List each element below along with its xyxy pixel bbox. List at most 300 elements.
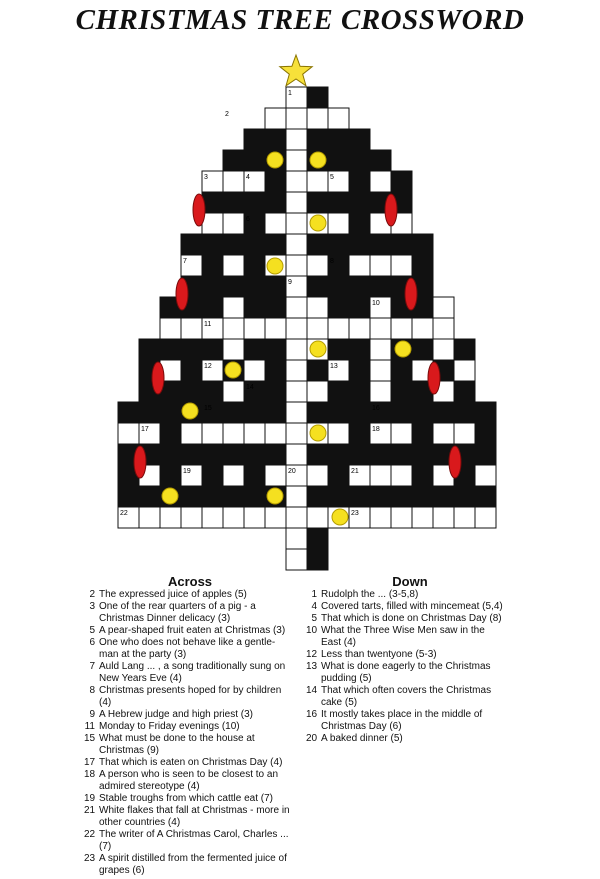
across-clue-text: What must be done to the house at Christmas (9) <box>99 733 255 756</box>
block-cell <box>244 192 265 213</box>
block-cell <box>223 192 244 213</box>
grid-cell <box>286 507 307 528</box>
across-clue <box>84 805 294 829</box>
block-cell <box>391 444 412 465</box>
grid-cell <box>370 339 391 360</box>
grid-number: 22 <box>120 510 128 517</box>
grid-cell <box>265 507 286 528</box>
down-clue-text: What is done eagerly to the Christmas pudding (5) <box>321 661 491 684</box>
block-cell <box>265 297 286 318</box>
grid-cell <box>244 360 265 381</box>
yellow-ornament-icon <box>332 509 348 525</box>
grid-number: 4 <box>246 174 250 181</box>
grid-number: 1 <box>288 90 292 97</box>
across-clue-text: The writer of A Christmas Carol, Charles ... (7) <box>99 829 289 852</box>
block-cell <box>223 276 244 297</box>
block-cell <box>349 444 370 465</box>
grid-cell <box>202 507 223 528</box>
block-cell <box>412 486 433 507</box>
grid-cell <box>286 234 307 255</box>
block-cell <box>265 234 286 255</box>
across-clue <box>84 589 294 601</box>
block-cell <box>265 444 286 465</box>
block-cell <box>328 234 349 255</box>
grid-cell <box>307 297 328 318</box>
grid-cell <box>286 171 307 192</box>
grid-number: 20 <box>288 468 296 475</box>
block-cell <box>223 486 244 507</box>
block-cell <box>412 234 433 255</box>
block-cell <box>307 192 328 213</box>
down-clue-number: 1 <box>311 589 317 600</box>
across-clue-number: 21 <box>84 805 96 816</box>
grid-cell <box>244 423 265 444</box>
block-cell <box>475 486 496 507</box>
block-cell <box>328 339 349 360</box>
grid-cell <box>433 423 454 444</box>
block-cell <box>328 129 349 150</box>
grid-cell <box>328 108 349 129</box>
yellow-ornament-icon <box>310 215 326 231</box>
block-cell <box>412 255 433 276</box>
block-cell <box>265 360 286 381</box>
grid-number: 9 <box>288 279 292 286</box>
block-cell <box>265 192 286 213</box>
across-clue-text: One who does not behave like a gentle-man at the party (3) <box>99 637 276 660</box>
block-cell <box>328 297 349 318</box>
block-cell <box>118 486 139 507</box>
grid-cell <box>223 507 244 528</box>
block-cell <box>349 297 370 318</box>
block-cell <box>181 360 202 381</box>
across-clue-number: 6 <box>89 637 95 648</box>
across-clue <box>84 793 294 805</box>
block-cell <box>370 234 391 255</box>
block-cell <box>391 171 412 192</box>
grid-cell <box>454 360 475 381</box>
across-clue <box>84 769 294 793</box>
block-cell <box>181 381 202 402</box>
grid-cell <box>391 423 412 444</box>
block-cell <box>307 360 328 381</box>
grid-cell <box>328 423 349 444</box>
across-clue-number: 5 <box>89 625 95 636</box>
grid-cell <box>286 318 307 339</box>
yellow-ornament-icon <box>162 488 178 504</box>
grid-cell <box>433 507 454 528</box>
across-clue-text: A person who is seen to be closest to an admired stereotype (4) <box>99 769 278 792</box>
block-cell <box>139 402 160 423</box>
grid-cell <box>181 318 202 339</box>
yellow-ornament-icon <box>267 258 283 274</box>
across-clue-text: Auld Lang ... , a song traditionally sung on New Years Eve (4) <box>99 661 286 684</box>
block-cell <box>139 486 160 507</box>
across-clue <box>84 625 294 637</box>
block-cell <box>370 444 391 465</box>
across-clue-number: 11 <box>84 721 95 732</box>
grid-cell <box>286 213 307 234</box>
block-cell <box>244 444 265 465</box>
across-clue-text: A pear-shaped fruit eaten at Christmas (3) <box>99 625 286 636</box>
block-cell <box>349 234 370 255</box>
grid-cell <box>160 507 181 528</box>
down-clue-number: 5 <box>311 613 317 624</box>
down-clue <box>306 733 506 745</box>
block-cell <box>412 465 433 486</box>
block-cell <box>349 360 370 381</box>
grid-cell <box>223 381 244 402</box>
grid-cell <box>328 318 349 339</box>
block-cell <box>244 276 265 297</box>
across-clue-text: A spirit distilled from the fermented juice of grapes (6) <box>99 853 287 876</box>
block-cell <box>307 129 328 150</box>
grid-number: 15 <box>204 405 212 412</box>
block-cell <box>307 402 328 423</box>
block-cell <box>244 402 265 423</box>
grid-cell <box>286 108 307 129</box>
grid-number: 11 <box>204 321 212 328</box>
block-cell <box>139 339 160 360</box>
grid-cell <box>265 213 286 234</box>
block-cell <box>181 444 202 465</box>
grid-cell <box>475 465 496 486</box>
block-cell <box>454 339 475 360</box>
down-clue-number: 16 <box>306 709 318 720</box>
red-ornament-icon <box>449 446 461 478</box>
block-cell <box>475 402 496 423</box>
grid-cell <box>223 297 244 318</box>
block-cell <box>370 486 391 507</box>
grid-cell <box>475 507 496 528</box>
across-clue-number: 8 <box>89 685 95 696</box>
grid-number: 19 <box>183 468 191 475</box>
yellow-ornament-icon <box>182 403 198 419</box>
grid-cell <box>286 129 307 150</box>
across-clue-number: 19 <box>84 793 96 804</box>
grid-cell <box>286 444 307 465</box>
block-cell <box>391 381 412 402</box>
yellow-ornament-icon <box>267 152 283 168</box>
across-heading: Across <box>167 574 213 589</box>
red-ornament-icon <box>176 278 188 310</box>
block-cell <box>349 486 370 507</box>
across-clue-text: Monday to Friday evenings (10) <box>99 721 240 732</box>
down-heading: Down <box>392 574 428 589</box>
grid-cell <box>244 507 265 528</box>
block-cell <box>433 402 454 423</box>
block-cell <box>391 360 412 381</box>
down-clue-number: 12 <box>306 649 318 660</box>
down-clue <box>306 601 506 613</box>
block-cell <box>244 129 265 150</box>
down-clue-number: 13 <box>306 661 318 672</box>
yellow-ornament-icon <box>267 488 283 504</box>
down-clue-text: That which often covers the Christmas cake (5) <box>321 685 492 708</box>
grid-cell <box>349 255 370 276</box>
grid-number: 6 <box>246 216 250 223</box>
across-clue <box>84 637 294 661</box>
grid-cell <box>370 255 391 276</box>
block-cell <box>202 234 223 255</box>
grid-number: 5 <box>330 174 334 181</box>
across-clue-text: The expressed juice of apples (5) <box>99 589 247 600</box>
down-clue-number: 10 <box>306 625 318 636</box>
block-cell <box>223 402 244 423</box>
across-clue-number: 17 <box>84 757 96 768</box>
block-cell <box>349 171 370 192</box>
grid-cell <box>202 213 223 234</box>
grid-cell <box>307 507 328 528</box>
down-clue-number: 14 <box>306 685 318 696</box>
grid-number: 3 <box>204 174 208 181</box>
yellow-ornament-icon <box>310 341 326 357</box>
grid-cell <box>307 255 328 276</box>
across-clue-text: Stable troughs from which cattle eat (7) <box>99 793 273 804</box>
block-cell <box>244 150 265 171</box>
block-cell <box>223 444 244 465</box>
down-clue <box>306 661 506 685</box>
down-clue <box>306 709 506 733</box>
block-cell <box>349 192 370 213</box>
block-cell <box>223 150 244 171</box>
block-cell <box>349 423 370 444</box>
block-cell <box>202 297 223 318</box>
block-cell <box>202 276 223 297</box>
block-cell <box>328 276 349 297</box>
block-cell <box>265 129 286 150</box>
down-clue-text: Less than twentyone (5-3) <box>321 649 437 660</box>
yellow-ornament-icon <box>225 362 241 378</box>
block-cell <box>307 486 328 507</box>
block-cell <box>328 486 349 507</box>
block-cell <box>433 486 454 507</box>
block-cell <box>391 402 412 423</box>
block-cell <box>454 486 475 507</box>
block-cell <box>391 486 412 507</box>
block-cell <box>349 150 370 171</box>
block-cell <box>328 465 349 486</box>
down-clue-number: 20 <box>306 733 318 744</box>
block-cell <box>391 234 412 255</box>
grid-cell <box>286 255 307 276</box>
block-cell <box>307 276 328 297</box>
grid-cell <box>307 381 328 402</box>
down-clue-text: A baked dinner (5) <box>321 733 403 744</box>
yellow-ornament-icon <box>395 341 411 357</box>
across-clue-number: 7 <box>89 661 95 672</box>
yellow-ornament-icon <box>310 425 326 441</box>
down-clue <box>306 685 506 709</box>
block-cell <box>328 402 349 423</box>
grid-cell <box>223 465 244 486</box>
grid-cell <box>286 150 307 171</box>
grid-cell <box>433 297 454 318</box>
red-ornament-icon <box>428 362 440 394</box>
down-clue-text: That which is done on Christmas Day (8) <box>321 613 502 624</box>
block-cell <box>307 234 328 255</box>
across-clue-text: A Hebrew judge and high priest (3) <box>99 709 253 720</box>
block-cell <box>202 381 223 402</box>
block-cell <box>307 528 328 549</box>
grid-cell <box>286 528 307 549</box>
grid-cell <box>181 507 202 528</box>
block-cell <box>412 402 433 423</box>
block-cell <box>160 339 181 360</box>
block-cell <box>223 234 244 255</box>
block-cell <box>475 444 496 465</box>
block-cell <box>307 444 328 465</box>
grid-cell <box>286 360 307 381</box>
across-clue <box>84 757 294 769</box>
grid-cell <box>307 108 328 129</box>
across-clue-list <box>84 589 294 877</box>
block-cell <box>244 234 265 255</box>
grid-cell <box>265 423 286 444</box>
across-clue <box>84 733 294 757</box>
across-clue-number: 18 <box>84 769 96 780</box>
block-cell <box>244 486 265 507</box>
grid-number: 21 <box>351 468 359 475</box>
grid-cell <box>370 507 391 528</box>
grid-cell <box>454 507 475 528</box>
across-clue <box>84 829 294 853</box>
grid-cell <box>223 213 244 234</box>
grid-cell <box>286 297 307 318</box>
grid-cell <box>181 423 202 444</box>
grid-cell <box>265 318 286 339</box>
block-cell <box>328 444 349 465</box>
grid-cell <box>328 213 349 234</box>
page-title: CHRISTMAS TREE CROSSWORD <box>75 4 525 36</box>
red-ornament-icon <box>385 194 397 226</box>
grid-cell <box>412 507 433 528</box>
grid-number: 12 <box>204 363 212 370</box>
grid-cell <box>370 465 391 486</box>
grid-cell <box>286 192 307 213</box>
across-clue <box>84 853 294 877</box>
grid-cell <box>286 402 307 423</box>
grid-number: 10 <box>372 300 380 307</box>
down-clue-text: Rudolph the ... (3-5,8) <box>321 589 419 600</box>
grid-cell <box>223 255 244 276</box>
across-clue-number: 15 <box>84 733 96 744</box>
grid-cell <box>223 171 244 192</box>
grid-cell <box>286 423 307 444</box>
grid-cell <box>286 486 307 507</box>
grid-cell <box>202 423 223 444</box>
grid-cell <box>223 423 244 444</box>
grid-cell <box>433 318 454 339</box>
grid-cell <box>265 108 286 129</box>
block-cell <box>202 444 223 465</box>
grid-number: 23 <box>351 510 359 517</box>
block-cell <box>328 381 349 402</box>
block-cell <box>265 171 286 192</box>
down-clue-text: Covered tarts, filled with mincemeat (5,4) <box>321 601 503 612</box>
grid-cell <box>454 423 475 444</box>
grid-cell <box>286 549 307 570</box>
grid-number: 2 <box>225 111 229 118</box>
grid-cell <box>391 318 412 339</box>
block-cell <box>349 402 370 423</box>
down-clue <box>306 613 506 625</box>
grid-number: 14 <box>246 384 254 391</box>
block-cell <box>202 339 223 360</box>
grid-cell <box>391 255 412 276</box>
grid-cell <box>307 171 328 192</box>
down-clue <box>306 589 506 601</box>
grid-cell <box>370 171 391 192</box>
across-clue-text: That which is eaten on Christmas Day (4) <box>99 757 283 768</box>
red-ornament-icon <box>134 446 146 478</box>
block-cell <box>349 129 370 150</box>
grid-cell <box>307 318 328 339</box>
block-cell <box>328 192 349 213</box>
across-clue-number: 3 <box>89 601 95 612</box>
red-ornament-icon <box>405 278 417 310</box>
grid-cell <box>286 339 307 360</box>
block-cell <box>370 276 391 297</box>
grid-cell <box>244 318 265 339</box>
block-cell <box>160 402 181 423</box>
block-cell <box>181 486 202 507</box>
block-cell <box>202 255 223 276</box>
grid-cell <box>391 465 412 486</box>
down-clue-text: It mostly takes place in the middle of Christmas Day (6) <box>321 709 483 732</box>
grid-cell <box>223 318 244 339</box>
across-clue-text: Christmas presents hoped for by children (4) <box>99 685 282 708</box>
across-clue <box>84 685 294 709</box>
block-cell <box>244 465 265 486</box>
block-cell <box>454 381 475 402</box>
block-cell <box>307 87 328 108</box>
grid-cell <box>370 360 391 381</box>
block-cell <box>160 444 181 465</box>
block-cell <box>307 549 328 570</box>
red-ornament-icon <box>193 194 205 226</box>
block-cell <box>265 339 286 360</box>
across-clue-number: 2 <box>89 589 95 600</box>
grid-cell <box>265 465 286 486</box>
across-clue <box>84 601 294 625</box>
block-cell <box>202 465 223 486</box>
across-clue-number: 22 <box>84 829 96 840</box>
grid-number: 7 <box>183 258 187 265</box>
block-cell <box>265 276 286 297</box>
down-clue-number: 4 <box>311 601 317 612</box>
block-cell <box>412 339 433 360</box>
across-clue <box>84 709 294 721</box>
across-clue-number: 23 <box>84 853 96 864</box>
grid-number: 16 <box>372 405 380 412</box>
block-cell <box>181 339 202 360</box>
grid-cell <box>370 381 391 402</box>
down-clue <box>306 625 506 649</box>
across-clue-number: 9 <box>89 709 95 720</box>
block-cell <box>454 402 475 423</box>
across-clue <box>84 721 294 733</box>
down-clue-list <box>306 589 506 745</box>
red-ornament-icon <box>152 362 164 394</box>
across-clue-text: One of the rear quarters of a pig - a Christmas Dinner delicacy (3) <box>99 601 256 624</box>
block-cell <box>265 381 286 402</box>
block-cell <box>118 402 139 423</box>
block-cell <box>349 381 370 402</box>
grid-number: 8 <box>330 258 334 265</box>
block-cell <box>244 339 265 360</box>
grid-cell <box>286 381 307 402</box>
yellow-ornament-icon <box>310 152 326 168</box>
